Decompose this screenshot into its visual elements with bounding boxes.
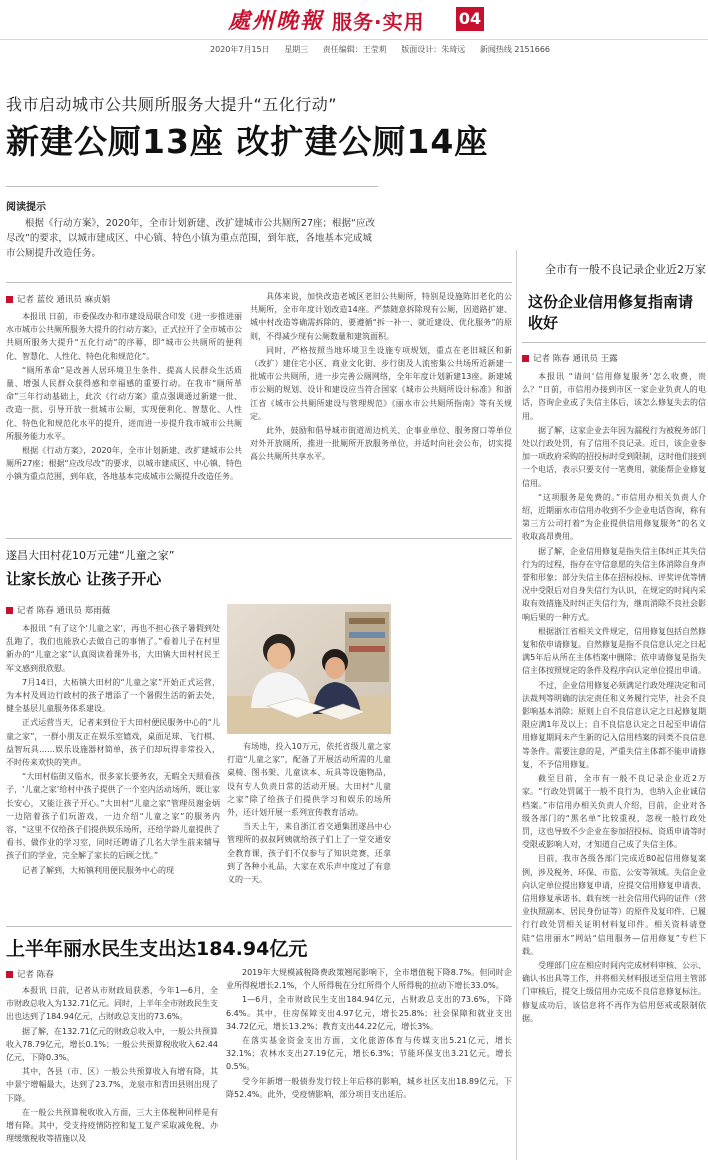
livelihood-column-1 [6,984,218,1160]
paragraph: 在一般公共预算税收收入方面，三大主体税种同样是有增有降。其中，受支持疫情防控和复工复产采取减免税、办理缓缴税收等措施以及 [6,1107,218,1144]
byline-marker-icon [6,607,13,614]
main-byline-text: 记者 蓝佼 通讯员 麻贞娟 [17,295,111,305]
children-reading-photo [227,604,391,734]
paragraph: 同时，严格按照当地环境卫生设施专项规划，重点在老旧城区和新（改扩）建住宅小区、商业文化街、步行街及人流密集公共场所近新建一批城市公共厕所，进一步完善公厕网络，全年年度计划新建13座。新建城市公厕的规划、设计和建设应当符合国家《城市公共厕所设计标准》和浙江省《城市公共厕所建设与管理规范》《丽水市公共厕所指南》等有关规定。 [250,345,512,421]
photo-illustration [227,604,391,734]
credit-column [522,370,706,1160]
lead-title: 阅读提示 [6,202,46,213]
paragraph: 有场地，投入10万元，依托省级儿童之家打造“儿童之家”，配备了开展活动所需的儿童桌椅、图书架、儿童读本、玩具等设施物品，设有专人负责日常的活动开展。大田村“儿童之家”除了给孩子们提供学习和娱乐的场所外，还计划开展一系列宣传教育活动。 [227,742,391,818]
newspaper-brand: 處州晚報 [228,8,325,34]
lead-divider [6,186,378,187]
main-byline [6,293,110,305]
paragraph: 本报讯 “有了这个‘儿童之家’，再也不担心孩子暑假到处乱跑了，我们也能放心去做自己的事情了。”看着儿子在村里新办的“儿童之家”认真阅读着课外书，大田镇大田村村民王军文感到很欣慰。 [6,624,220,673]
issue-date: 2020年7月15日 [210,45,270,54]
column-divider [516,250,517,1160]
paragraph: 不过，企业信用修复必须满足行政处理决定和司法裁判等明确的法定责任和义务履行完毕，社会不良影响基本消除；原则上自不良信息认定之日起修复期限应满1年及以上；自不良信息认定之日起至申请信用修复期间未产生新的记入信用档案的同类不良信息等条件。需要注意的是，严重失信主体都不能申请修复，不予信用修复。 [522,680,706,769]
paragraph: 2019年大规模减税降费政策翘尾影响下，全市增值税下降8.7%。但同时企业所得税增长2.1%，个人所得税在分红所得个人所得税的拉动下增长33.0%。 [226,968,512,991]
paragraph: 7月14日，大柘镇大田村的“儿童之家”开始正式运营，为本村及周边行政村的孩子增添了一个暑假生活的新去处，健全基层儿童服务体系建设。 [6,677,220,714]
section-divider [6,926,512,927]
credit-overline: 全市有一般不良记录企业近2万家 [545,263,706,276]
paragraph: 据了解，企业信用修复是指失信主体纠正其失信行为的过程，指存在守信意愿的失信主体消除自身声誉和形象；部分失信主体在招标投标、评奖评优等情况中受限后对自身失信行为认识，在规定的时间内采取有效措施及时纠正失信行为，继而消除不良社会影响后果的一种方式。 [522,546,706,622]
children-column-2 [227,740,391,918]
layout-designer: 版面设计：朱琦远 [401,45,466,54]
paragraph: 受理部门应在相应时间内完成材料审核、公示、确认书出具等工作，并将相关材料报送至信用主管部门审核后，提交上级信用办完成不良信息修复标注。修复成功后，该信息将不再作为信用惩戒或限制依据。 [522,960,706,1023]
paragraph: 截至目前，全市有一般不良记录企业近2万家。“行政处罚属于一般不良行为，也纳入企业诚信档案。”市信用办相关负责人介绍，目前，企业对各级各部门的“黑名单”比较重视，忽视一般行政处罚，这也导致不少企业在参加招投标、资质申请等时受限或影响人对，才知道自己成了失信主体。 [522,774,706,850]
children-byline-text: 记者 陈春 通讯员 郑雨薇 [17,606,111,616]
children-column-1 [6,622,220,918]
paragraph: “厕所革命”是改善人居环境卫生条件、提高人民群众生活质量、增强人民群众获得感和幸福感的重要行动。在我市“厕所革命”三年行动基础上，此次《行动方案》重点强调通过新建一批、改造一批、引导开放一批城市公厕，实现便利化、智慧化、人性化、特色化和规范化水平的提升，进而进一步提升我市城市公共厕所服务能力水平。 [6,365,242,441]
paragraph: 据了解，在132.71亿元的财政总收入中，一般公共预算收入78.79亿元，增长0.1%；一般公共预算税收收入62.44亿元，下降0.3%。 [6,1026,218,1063]
paragraph: 当天上午，来自浙江省交通集团遂昌中心管理所的叔叔阿姨就给孩子们上了一堂交通安全教育课，孩子们不仅参与了知识竞赛，还拿到了各种小礼品，大家在欢乐声中度过了有意义的一天。 [227,822,391,885]
section-divider [6,538,512,539]
section-label: 服务·实用 [332,10,425,34]
issue-info-line [210,44,562,55]
credit-byline [522,352,618,364]
paragraph: 本报讯 日前，记者从市财政局获悉，今年1—6月，全市财政总收入为132.71亿元。同时，上半年全市财政民生支出也达到了184.94亿元，占财政总支出的73.6%。 [6,986,218,1022]
byline-marker-icon [6,296,13,303]
credit-headline: 这份企业信用修复指南请收好 [528,293,694,332]
main-overline: 我市启动城市公共厕所服务大提升“五化行动” [6,95,338,114]
paragraph: 正式运营当天，记者来到位于大田村便民服务中心的“儿童之家”，一群小朋友正在娱乐室嬉戏，桌面足球、飞行棋、益智玩具……娱乐设施器材简单，孩子们却玩得非常投入，不时传来欢快的笑声。 [6,718,220,768]
page-number-badge: 04 [456,7,484,31]
credit-divider [522,342,706,343]
paragraph: 据了解，这家企业去年因为漏税行为被税务部门处以行政处罚，有了信用不良记录。近日，该企业参加一项政府采购的招投标时受到限制，这时他们接到一个电话，表示只要支付一笔费用，就能帮企业修复信用。 [522,425,706,488]
main-column-2 [250,290,512,528]
issue-weekday: 星期三 [284,45,309,54]
paragraph: “大田村临街又临水，很多家长要务农，无暇全天照看孩子，‘儿童之家’给村中孩子提供了一个室内活动场所，既让家长安心，又能让孩子开心。”大田村“儿童之家”管理员谢金炳一边陪着孩子们玩游戏，一边介绍“儿童之家”的服务内容，“这里不仅给孩子们提供娱乐场所，还给学龄儿童提供了看书、做作业的学习室，同时还聘请了几名大学生前来辅导孩子们的学业，完全解了家长的后顾之忧。” [6,772,220,861]
paragraph: 记者了解到，大柘镇利用便民服务中心的现 [22,865,174,875]
livelihood-column-2 [226,966,512,1160]
byline-marker-icon [6,971,13,978]
paragraph: 目前，我市各级各部门完成近80起信用修复案例，涉及税务、环保、市监、公安等领域。失信企业向认定单位提出修复申请，应提交信用修复申请表、信用修复承诺书、载有统一社会信用代码的证件（营业执照副本、居民身份证等）的原件及复印件、已履行行政处罚相关证明材料复印件。相关资料请登陆“信用丽水”网站“信用服务—信用修复”专栏下载。 [522,854,706,956]
paragraph: 根据《行动方案》，2020年，全市计划新建、改扩建城市公共厕所27座；根据“应改尽改”的要求，以城市建成区、中心镇、特色小镇为重点范围，到年底，各地基本完成城市公厕提升改造任务。 [6,446,242,482]
lead-text: 根据《行动方案》，2020年，全市计划新建、改扩建城市公共厕所27座；根据“应改尽改”的要求，以城市建成区、中心镇、特色小镇为重点范围，到年底，各地基本完成城市公厕提升改造任务。 [6,218,375,259]
byline-marker-icon [522,355,529,362]
paragraph: 本报讯 日前，市委保改办和市建设局联合印发《进一步推进丽水市城市公共厕所服务大提升的行动方案》，正式拉开了全市城市公共厕所服务大提升“五化行动”的序幕，即“城市公共厕所的便利化、智慧化、人性化、特色化和规范化”。 [6,312,242,361]
section-divider [6,282,512,283]
children-headline: 让家长放心 让孩子开心 [6,570,162,588]
credit-byline-text: 记者 陈春 通讯员 王露 [533,354,618,364]
livelihood-byline-text: 记者 陈春 [17,970,54,980]
paragraph: “这项服务是免费的。”市信用办相关负责人介绍，近期丽水市信用办收到不少企业电话咨询，称有第三方公司打着“为企业提供信用修复服务”的名义收取高昂费用。 [522,492,706,542]
paragraph: 其中，各县（市、区）一般公共预算收入有增有降，其中景宁增幅最大，达到了23.7%，龙泉市和青田县则出现了下降。 [6,1067,218,1103]
main-column-1 [6,310,242,528]
main-headline: 新建公厕13座 改扩建公厕14座 [6,122,489,161]
paragraph: 受今年新增一般债券发行较上年后移的影响，城乡社区支出18.89亿元，下降52.4%。此外，受疫情影响，部分项目支出延后。 [226,1076,512,1099]
children-byline [6,604,110,616]
paragraph: 1—6月，全市财政民生支出184.94亿元，占财政总支出的73.6%，下降6.4%。其中，住房保障支出4.97亿元，增长25.8%；社会保障和就业支出34.72亿元，增长13.2%；教育支出44.22亿元，增长3%。 [226,995,512,1031]
paragraph: 本报讯 “请问‘信用修复服务’怎么收费，贵么？”日前，市信用办接到市区一家企业负责人的电话，咨询企业或了失信主体后，该怎么修复失去的信用。 [522,372,706,421]
paragraph: 在落实基金资金支出方面，文化旅游体育与传媒支出5.21亿元，增长32.1%；农林水支出27.19亿元，增长6.3%；节能环保支出3.21亿元，增长0.5%。 [226,1036,512,1072]
paragraph: 根据浙江省相关文件规定，信用修复包括自然修复和依申请修复。自然修复是指不良信息认定之日起满5年后从所在主体档案中删除；依申请修复是指失信主体按照规定的条件及程序向认定单位提出申请。 [522,626,706,676]
masthead [0,0,708,40]
paragraph: 具体来说，加快改造老城区老旧公共厕所，特别是设施陈旧老化的公共厕所，全市年度计划改造14座。严禁随意拆除现有公厕，因道路扩建、城中村改造等确需拆除的，要遵循“拆一补一、就近建设、优化服务”的原则，不得减少现有公厕数量和建筑面积。 [250,292,512,341]
paragraph: 此外，鼓励和倡导城市街道周边机关、企事业单位、服务窗口等单位对外开放厕所，推进一批厕所开放服务单位，并适时向社会公布，切实提高公共厕所共享水平。 [250,426,512,462]
livelihood-byline [6,968,54,980]
livelihood-headline: 上半年丽水民生支出达184.94亿元 [6,938,308,960]
children-overline: 遂昌大田村花10万元建“儿童之家” [6,549,175,562]
news-hotline: 新闻热线 2151666 [479,45,550,54]
responsible-editor: 责任编辑：王莹莉 [322,45,387,54]
